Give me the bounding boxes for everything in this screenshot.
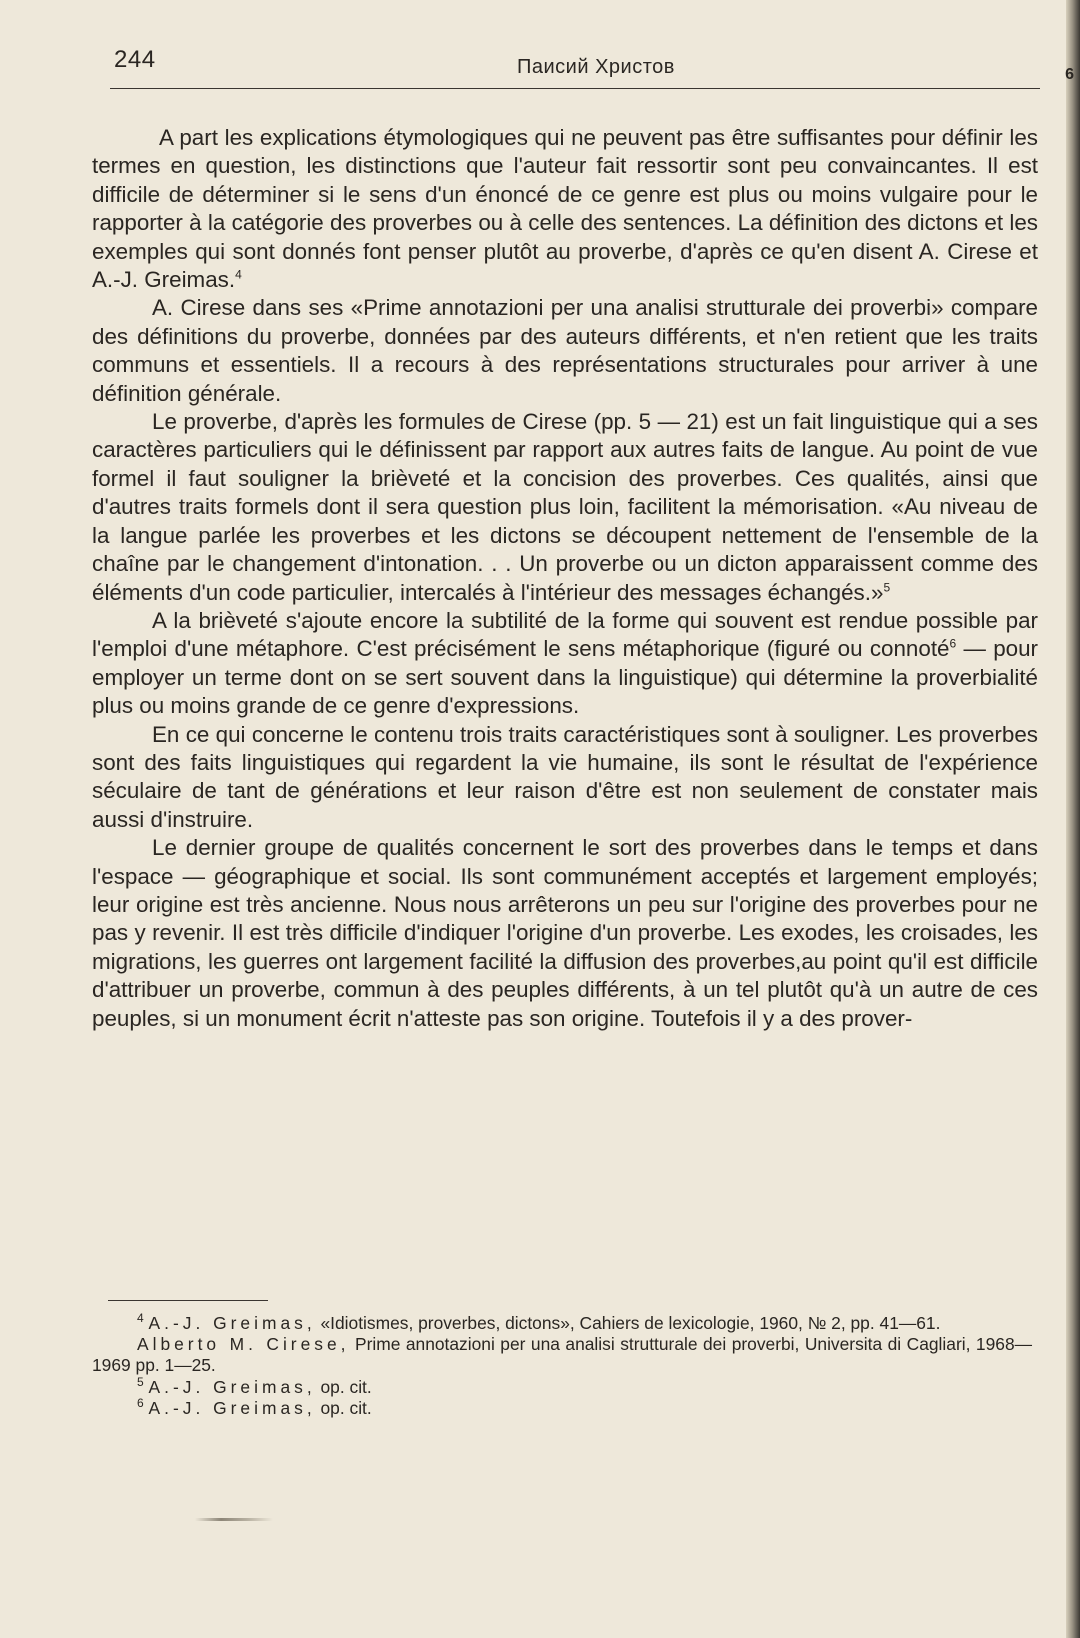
paragraph: A. Cirese dans ses «Prime annotazioni per una analisi strutturale dei proverbi» compare des définitions du proverbe, données par des auteurs différents, et n'en retient que les traits communs et essentiels. Il a recours à des représentations structurales pour arriver à une définition générale.	[92, 295, 1038, 406]
footnote-rule	[108, 1300, 268, 1301]
footnote-ref: 5	[883, 580, 891, 595]
paragraph: Le dernier groupe de qualités concernent le sort des proverbes dans le temps et dans l'espace — géographique et social. Ils sont communément acceptés et largement employés; leur origine est très ancienne. Nous nous arrêterons un peu sur l'origine des proverbes pour ne pas y revenir. Il est très difficile d'indiquer l'origine d'un proverbe. Les exodes, les croisades, les migrations, les guerres ont largement facilité la diffusion des proverbes,au point qu'il est difficile d'attribuer un proverbe, commun à des peuples différents, à un tel plutôt qu'à un autre de ces peuples, si un monument écrit n'atteste pas son origine. Toutefois il y a des prover-	[92, 835, 1038, 1031]
footnote: Alberto M. Cirese, Prime annotazioni per una analisi strutturale dei proverbi, Universita di Cagliari, 1968—1969 pp. 1—25.	[92, 1334, 1033, 1376]
paragraph: En ce qui concerne le contenu trois traits caractéristiques sont à souligner. Les proverbes sont des faits linguistiques qui regardent la vie humaine, ils sont le résultat de l'expérience séculaire de tant de générations et leur raison d'être est non seulement de constater mais aussi d'instruire.	[92, 721, 1038, 832]
body-text	[92, 124, 1038, 1033]
footnotes	[92, 1313, 1032, 1419]
edge-fragment: 6	[1065, 66, 1074, 83]
paragraph: Le proverbe, d'après les formules de Cirese (pp. 5 — 21) est un fait linguistique qui a ses caractères particuliers qui le définissent par rapport aux autres faits de langue. Au point de vue formel il faut souligner la brièveté et la concision des proverbes. Ces qualités, ainsi que d'autres traits formels dont il sera question plus loin, facilitent la mémorisation. «Au niveau de la langue parlée les proverbes et les dictons se découpent nettement de l'ensemble de la chaîne par le changement d'intonation. . . Un proverbe ou un dicton apparaissent comme des éléments d'un code particulier, intercalés à l'intérieur des messages échangés.»$^5$	[92, 409, 1038, 605]
footnote-ref: 6	[949, 636, 957, 651]
page-number: 244	[114, 46, 156, 73]
paragraph: A la brièveté s'ajoute encore la subtilité de la forme qui souvent est rendue possible par l'emploi d'une métaphore. C'est précisément le sens métaphorique (figuré ou connoté$^6$ — pour employer un terme dont on se sert souvent dans la linguistique) qui détermine la proverbialité plus ou moins grande de ce genre d'expressions.	[92, 607, 1039, 719]
ink-smudge	[195, 1518, 273, 1521]
page-header	[110, 44, 1040, 96]
paragraph: A part les explications étymologiques qui ne peuvent pas être suffisantes pour définir les termes en question, les distinctions que l'auteur fait ressortir sont peu convaincantes. Il est difficile de déterminer si le sens d'un énoncé de ce genre est plus ou moins vulgaire pour le rapporter à la catégorie des proverbes ou à celle des sentences. La définition des dictons et les exemples qui sont donnés font penser plutôt au proverbe, d'après ce qu'en disent A. Cirese et A.-J. Greimas.$^4$	[92, 125, 1038, 293]
footnote: $^5$ A.-J. Greimas, op. cit.	[137, 1374, 372, 1397]
page-binding-edge	[1066, 0, 1080, 1638]
footnote-ref: 4	[235, 267, 242, 282]
header-rule	[110, 88, 1040, 89]
footnote: $^6$ A.-J. Greimas, op. cit.	[137, 1396, 372, 1418]
footnote: $^4$ A.-J. Greimas, «Idiotismes, proverbes, dictons», Cahiers de lexicologie, 1960, № 2, pp. 41—61.	[137, 1311, 941, 1333]
running-title: Паисий Христов	[517, 56, 675, 78]
